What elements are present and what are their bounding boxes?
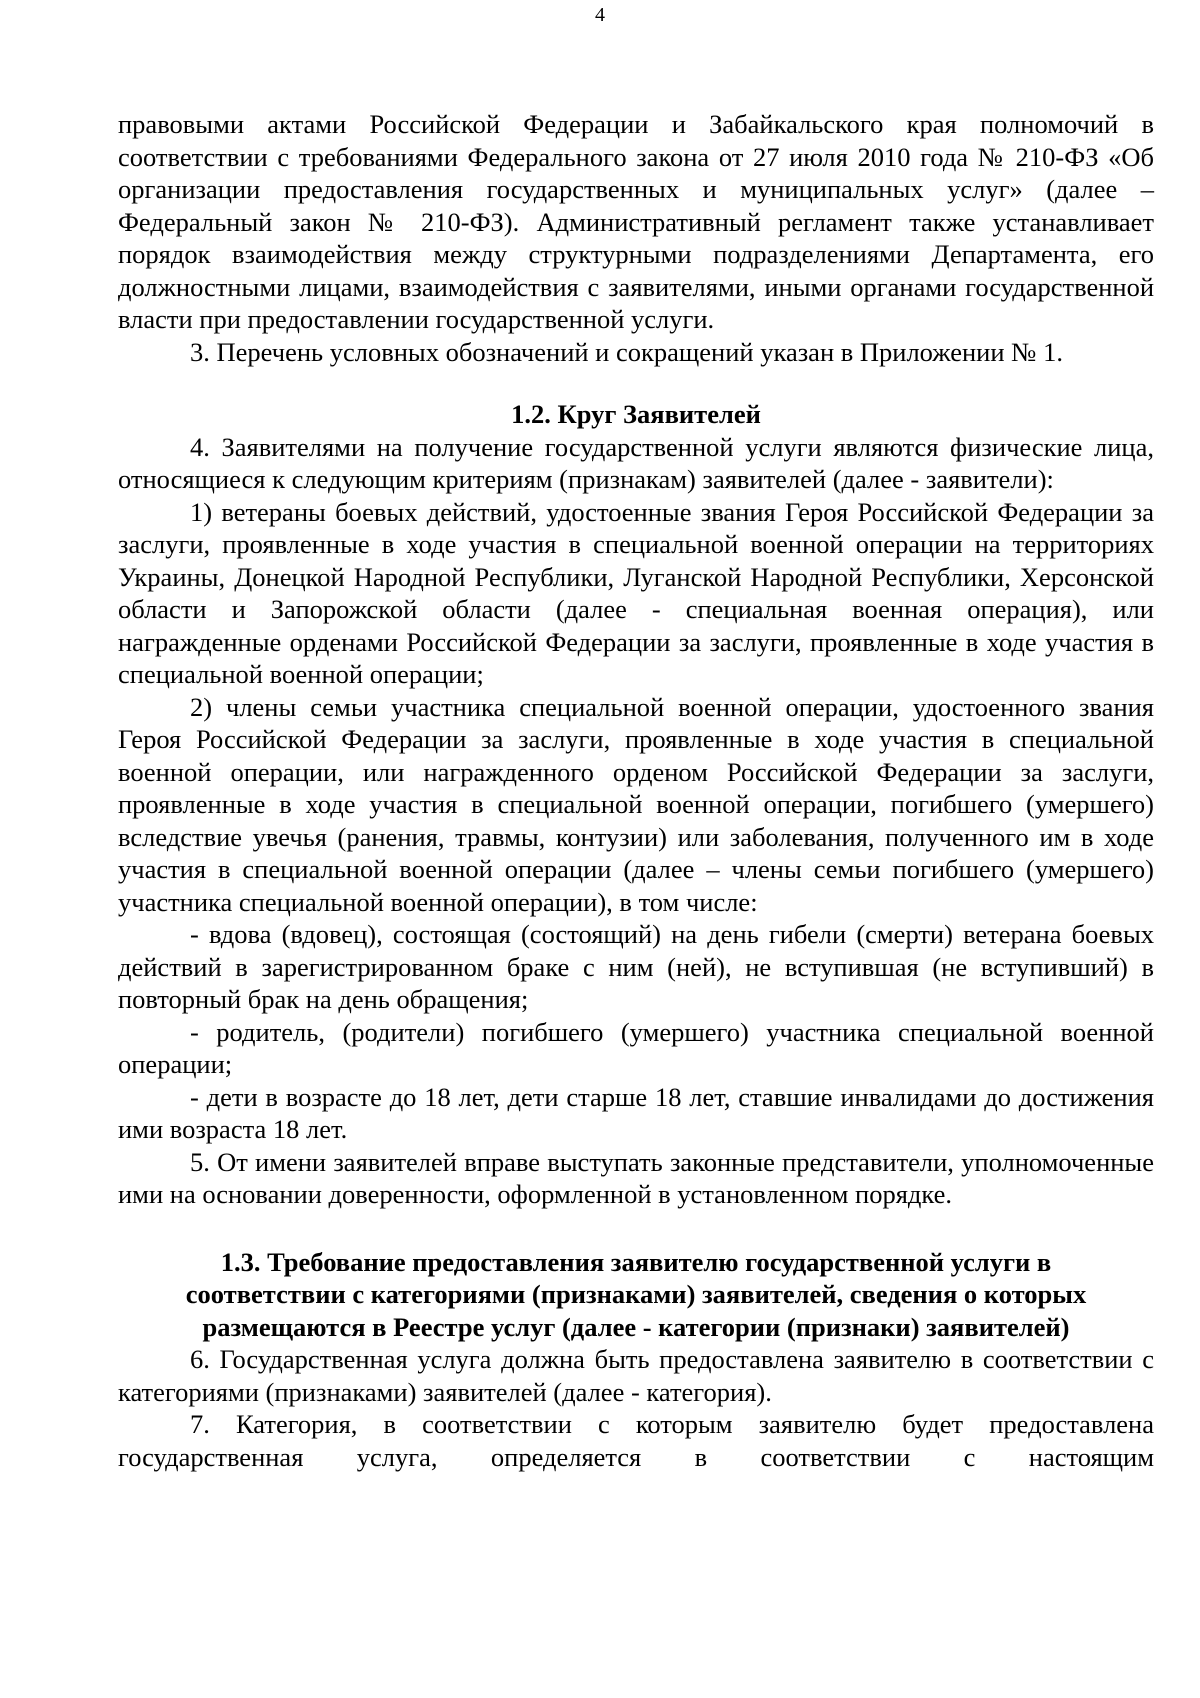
- paragraph-4-item-2-widow: - вдова (вдовец), состоящая (состоящий) на день гибели (смерти) ветерана боевых действий в зарегистрированном браке с ним (ней), не вступившая (не вступивший) в повторный брак на день обращения;: [118, 919, 1154, 1014]
- section-1-3-heading-line-3: размещаются в Реестре услуг (далее - категории (признаки) заявителей): [202, 1311, 1070, 1342]
- section-1-3-heading: [118, 1246, 1154, 1344]
- section-1-3-heading-line-1: 1.3. Требование предоставления заявителю государственной услуги в: [220, 1246, 1052, 1277]
- paragraph-3: 3. Перечень условных обозначений и сокращений указан в Приложении № 1.: [190, 336, 1063, 367]
- paragraph-6: 6. Государственная услуга должна быть предоставлена заявителю в соответствии с категориями (признаками) заявителей (далее - категория).: [118, 1344, 1154, 1407]
- paragraph-4-item-2: 2) члены семьи участника специальной военной операции, удостоенного звания Героя Российской Федерации за заслуги, проявленные в ходе участия в специальной военной операции, или награжденного орденом Российской Федерации за заслуги, проявленные в ходе участия в специальной военной операции, погибшего (умершего) вследствие увечья (ранения, травмы, контузии) или заболевания, полученного им в ходе участия в специальной военной операции (далее – члены семьи погибшего (умершего) участника специальной военной операции), в том числе:: [118, 691, 1154, 917]
- document-body: [118, 108, 1154, 1473]
- paragraph-7: 7. Категория, в соответствии с которым заявителю будет предоставлена государственная услуга, определяется в соответствии с настоящим: [118, 1409, 1154, 1472]
- paragraph-4-item-1: 1) ветераны боевых действий, удостоенные звания Героя Российской Федерации за заслуги, проявленные в ходе участия в специальной военной операции на территориях Украины, Донецкой Народной Республики, Луганской Народной Республики, Херсонской области и Запорожской области (далее - специальная военная операция), или награжденные орденами Российской Федерации за заслуги, проявленные в ходе участия в специальной военной операции;: [118, 496, 1154, 689]
- section-1-3-heading-line-2: соответствии с категориями (признаками) заявителей, сведения о которых: [185, 1279, 1087, 1309]
- paragraph-continuation: правовыми актами Российской Федерации и Забайкальского края полномочий в соответствии с требованиями Федерального закона от 27 июля 2010 года № 210-ФЗ «Об организации предоставления государственных и муниципальных услуг» (далее – Федеральный закон № 210-ФЗ). Административный регламент также устанавливает порядок взаимодействия между структурными подразделениями Департамента, его должностными лицами, взаимодействия с заявителями, иными органами государственной власти при предоставлении государственной услуги.: [118, 109, 1154, 334]
- paragraph-5: 5. От имени заявителей вправе выступать законные представители, уполномоченные ими на основании доверенности, оформленной в установленном порядке.: [118, 1146, 1154, 1209]
- page-number: 4: [595, 4, 605, 26]
- paragraph-4-item-2-parents: - родитель, (родители) погибшего (умершего) участника специальной военной операции;: [118, 1016, 1154, 1079]
- paragraph-4-item-2-children: - дети в возрасте до 18 лет, дети старше 18 лет, ставшие инвалидами до достижения ими возраста 18 лет.: [118, 1081, 1154, 1144]
- paragraph-4: 4. Заявителями на получение государственной услуги являются физические лица, относящиеся к следующим критериям (признакам) заявителей (далее - заявители):: [118, 431, 1154, 494]
- section-1-2-heading: 1.2. Круг Заявителей: [511, 399, 761, 429]
